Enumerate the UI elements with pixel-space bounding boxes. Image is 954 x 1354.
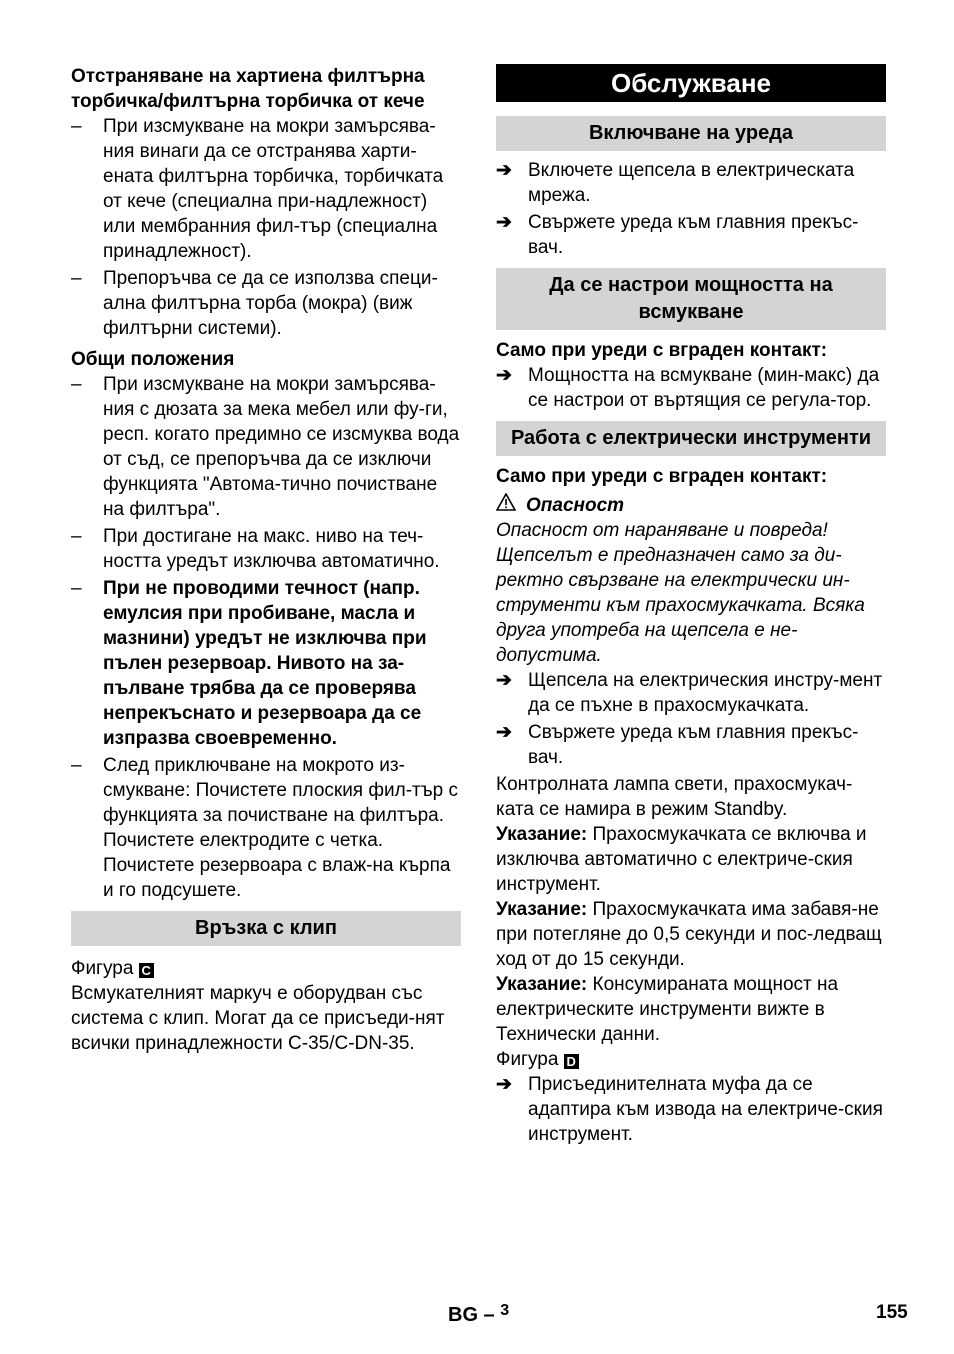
heading-remove-filter-bag: Отстраняване на хартиена филтърна торбичка/филтърна торбичка от кече bbox=[71, 66, 425, 112]
danger-text: Опасност от нараняване и повреда! Щепселът е предназначен само за ди-ректно свързване на електрически ин-струменти към прахосмукачката. Всяка друга употреба на щепсела е не-допустима. bbox=[496, 520, 865, 666]
list-item: – При достигане на макс. ниво на теч-ността уредът изключва автоматично. bbox=[71, 526, 440, 572]
page-title: Обслужване bbox=[496, 64, 886, 102]
step-item: ➔ Свържете уреда към главния прекъс-вач. bbox=[496, 722, 859, 768]
step-item: ➔ Присъединителната муфа да се адаптира към извода на електриче-ския инструмент. bbox=[496, 1074, 883, 1145]
list-item: – Препоръчва се да се използва специ-ална филтърна торба (мокра) (виж филтърни системи). bbox=[71, 268, 438, 339]
figure-c-ref: Фигура C bbox=[71, 956, 461, 981]
list-item-bold-warning: – При не проводими течност (напр. емулсия при пробиване, масла и мазнини) уредът не изключва при пълен резервоар. Нивото на за-пълване трябва да се проверява непрекъснато и резервоара да се изпразва своевременно. bbox=[71, 578, 427, 749]
list-item: – При изсмукване на мокри замърсява-ния с дюзата за мека мебел или фу-ги, респ. когато предимно се изсмуква вода от съд, се препоръчва да се изключи функцията "Автома-тично почистване на филтъра". bbox=[71, 374, 460, 520]
list-item: – При изсмукване на мокри замърсява-ния винаги да се отстранява харти-ената филтърна торбичка, торбичката от кече (специална при-надлежност) или мембранния фил-тър (специална принадлежност). bbox=[71, 116, 444, 262]
lamp-text: Контролната лампа свети, прахосмукач-ката се намира в режим Standby. bbox=[496, 774, 853, 820]
clip-text: Всмукателният маркуч е оборудван със система с клип. Могат да се присъеди-нят всички принадлежности C-35/C-DN-35. bbox=[71, 983, 445, 1054]
right-column bbox=[496, 64, 886, 1149]
arrow-icon: ➔ bbox=[496, 160, 512, 181]
step-item: ➔ Щепсела на електрическия инстру-мент да се пъхне в прахосмукачката. bbox=[496, 670, 883, 716]
builtin-socket-note: Само при уреди с вграден контакт: bbox=[496, 466, 828, 487]
figure-d-ref: Фигура D bbox=[496, 1047, 886, 1072]
figure-letter-c: C bbox=[139, 963, 154, 978]
step-item: ➔ Включете щепсела в електрическата мрежа. bbox=[496, 160, 855, 206]
figure-letter-d: D bbox=[564, 1054, 579, 1069]
section-clip-header: Връзка с клип bbox=[71, 911, 461, 946]
note-3: Указание: Консумираната мощност на електрическите инструменти вижте в Технически данни. bbox=[496, 974, 839, 1045]
arrow-icon: ➔ bbox=[496, 212, 512, 233]
note-2: Указание: Прахосмукачката има забавя-не при потегляне до 0,5 секунди и пос-ледващ ход от до 15 секунди. bbox=[496, 899, 882, 970]
arrow-icon: ➔ bbox=[496, 1074, 512, 1095]
step-item: ➔ Свържете уреда към главния прекъс-вач. bbox=[496, 212, 859, 258]
step-item: ➔ Мощността на всмукване (мин-макс) да се настрои от въртящия се регула-тор. bbox=[496, 365, 880, 411]
section-switch-on-header: Включване на уреда bbox=[496, 116, 886, 151]
list-item: – След приключване на мокрото из-смукване: Почистете плоския фил-тър с функцията за почистване на филтъра. Почистете електродите с четка. Почистете резервоара с влаж-на кърпа и го подсушете. bbox=[71, 755, 458, 901]
section-suction-power-header: Да се настрои мощността на всмукване bbox=[496, 268, 886, 330]
page-number: 155 bbox=[876, 1302, 908, 1323]
left-column bbox=[71, 64, 461, 1056]
arrow-icon: ➔ bbox=[496, 365, 512, 386]
arrow-icon: ➔ bbox=[496, 722, 512, 743]
footer-language: BG – $^3$ bbox=[448, 1302, 510, 1326]
section-power-tools-header: Работа с електрически инструменти bbox=[496, 421, 886, 456]
heading-general: Общи положения bbox=[71, 349, 235, 370]
footer-language-page: 3 bbox=[500, 1302, 510, 1319]
note-1: Указание: Прахосмукачката се включва и изключва автоматично с електриче-ския инструмент. bbox=[496, 824, 867, 895]
builtin-socket-note: Само при уреди с вграден контакт: bbox=[496, 340, 828, 361]
warning-triangle-icon bbox=[496, 493, 516, 518]
danger-heading: Опасност bbox=[496, 493, 886, 518]
arrow-icon: ➔ bbox=[496, 670, 512, 691]
